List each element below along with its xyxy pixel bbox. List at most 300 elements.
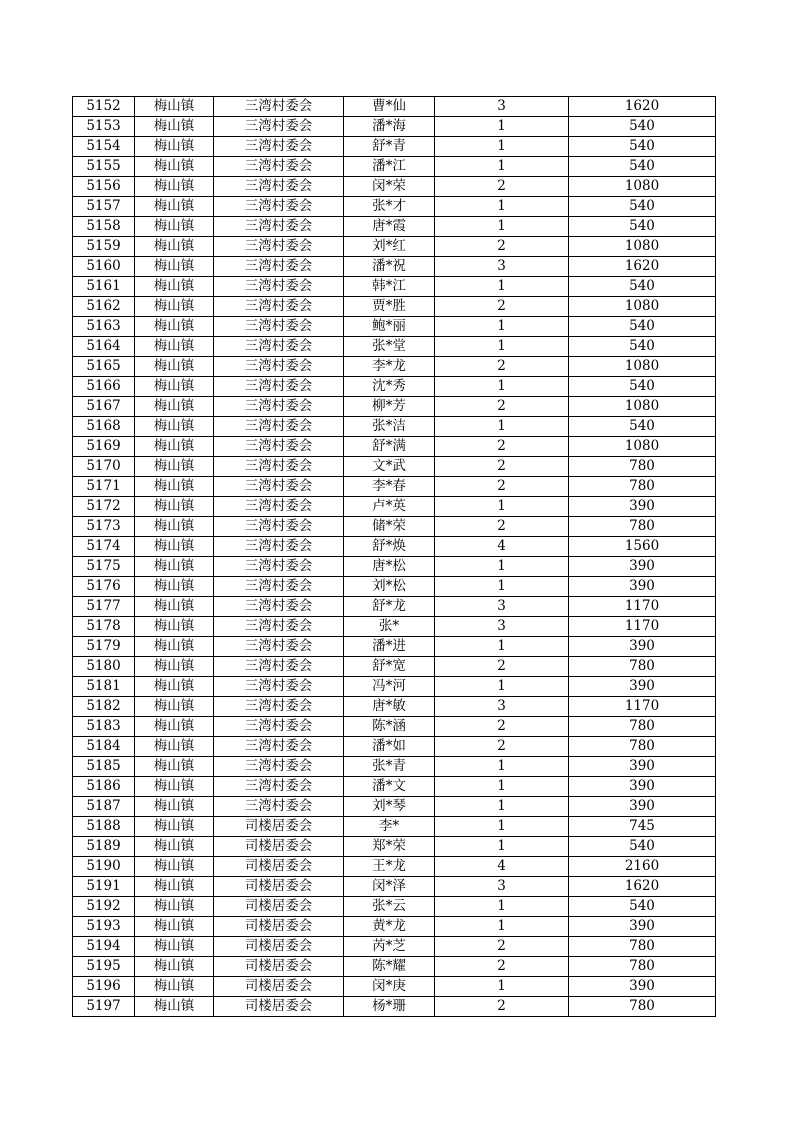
count-cell: 1 <box>435 117 569 137</box>
town-cell: 梅山镇 <box>135 217 214 237</box>
name-cell: 舒*宽 <box>344 657 435 677</box>
amount-cell: 780 <box>569 717 716 737</box>
village-committee-cell: 司楼居委会 <box>214 977 344 997</box>
table-row <box>73 677 716 697</box>
amount-cell: 390 <box>569 557 716 577</box>
village-committee-cell: 三湾村委会 <box>214 617 344 637</box>
village-committee-cell: 三湾村委会 <box>214 737 344 757</box>
town-cell: 梅山镇 <box>135 237 214 257</box>
count-cell: 2 <box>435 937 569 957</box>
village-committee-cell: 三湾村委会 <box>214 137 344 157</box>
row-number-cell: 5172 <box>73 497 135 517</box>
village-committee-cell: 三湾村委会 <box>214 597 344 617</box>
town-cell: 梅山镇 <box>135 797 214 817</box>
count-cell: 1 <box>435 157 569 177</box>
name-cell: 张* <box>344 617 435 637</box>
village-committee-cell: 三湾村委会 <box>214 557 344 577</box>
amount-cell: 1080 <box>569 357 716 377</box>
name-cell: 李*春 <box>344 477 435 497</box>
village-committee-cell: 司楼居委会 <box>214 937 344 957</box>
name-cell: 舒*青 <box>344 137 435 157</box>
table-row <box>73 237 716 257</box>
town-cell: 梅山镇 <box>135 697 214 717</box>
amount-cell: 390 <box>569 757 716 777</box>
table-row <box>73 797 716 817</box>
town-cell: 梅山镇 <box>135 597 214 617</box>
village-committee-cell: 司楼居委会 <box>214 837 344 857</box>
count-cell: 2 <box>435 517 569 537</box>
village-committee-cell: 三湾村委会 <box>214 577 344 597</box>
town-cell: 梅山镇 <box>135 417 214 437</box>
village-committee-cell: 三湾村委会 <box>214 157 344 177</box>
village-committee-cell: 司楼居委会 <box>214 957 344 977</box>
amount-cell: 1080 <box>569 237 716 257</box>
village-committee-cell: 司楼居委会 <box>214 917 344 937</box>
table-row <box>73 857 716 877</box>
name-cell: 贾*胜 <box>344 297 435 317</box>
name-cell: 杨*珊 <box>344 997 435 1017</box>
amount-cell: 780 <box>569 657 716 677</box>
row-number-cell: 5175 <box>73 557 135 577</box>
amount-cell: 390 <box>569 497 716 517</box>
row-number-cell: 5171 <box>73 477 135 497</box>
amount-cell: 1080 <box>569 177 716 197</box>
town-cell: 梅山镇 <box>135 117 214 137</box>
name-cell: 卢*英 <box>344 497 435 517</box>
count-cell: 1 <box>435 137 569 157</box>
town-cell: 梅山镇 <box>135 857 214 877</box>
table-row <box>73 937 716 957</box>
count-cell: 2 <box>435 657 569 677</box>
table-row <box>73 777 716 797</box>
row-number-cell: 5180 <box>73 657 135 677</box>
village-committee-cell: 三湾村委会 <box>214 637 344 657</box>
table-row <box>73 657 716 677</box>
row-number-cell: 5157 <box>73 197 135 217</box>
row-number-cell: 5177 <box>73 597 135 617</box>
village-committee-cell: 三湾村委会 <box>214 197 344 217</box>
amount-cell: 540 <box>569 417 716 437</box>
amount-cell: 390 <box>569 777 716 797</box>
count-cell: 2 <box>435 237 569 257</box>
town-cell: 梅山镇 <box>135 537 214 557</box>
row-number-cell: 5152 <box>73 97 135 117</box>
table-row <box>73 817 716 837</box>
table-row <box>73 497 716 517</box>
village-committee-cell: 三湾村委会 <box>214 397 344 417</box>
town-cell: 梅山镇 <box>135 997 214 1017</box>
row-number-cell: 5179 <box>73 637 135 657</box>
town-cell: 梅山镇 <box>135 817 214 837</box>
village-committee-cell: 三湾村委会 <box>214 337 344 357</box>
village-committee-cell: 三湾村委会 <box>214 457 344 477</box>
amount-cell: 540 <box>569 217 716 237</box>
table-row <box>73 277 716 297</box>
count-cell: 2 <box>435 477 569 497</box>
name-cell: 刘*琴 <box>344 797 435 817</box>
table-row <box>73 917 716 937</box>
village-committee-cell: 三湾村委会 <box>214 97 344 117</box>
count-cell: 1 <box>435 277 569 297</box>
row-number-cell: 5193 <box>73 917 135 937</box>
count-cell: 3 <box>435 257 569 277</box>
town-cell: 梅山镇 <box>135 557 214 577</box>
count-cell: 4 <box>435 857 569 877</box>
table-row <box>73 617 716 637</box>
name-cell: 鲍*丽 <box>344 317 435 337</box>
village-committee-cell: 三湾村委会 <box>214 697 344 717</box>
amount-cell: 745 <box>569 817 716 837</box>
row-number-cell: 5174 <box>73 537 135 557</box>
count-cell: 1 <box>435 337 569 357</box>
village-committee-cell: 三湾村委会 <box>214 677 344 697</box>
count-cell: 2 <box>435 717 569 737</box>
amount-cell: 1080 <box>569 397 716 417</box>
name-cell: 沈*秀 <box>344 377 435 397</box>
count-cell: 1 <box>435 557 569 577</box>
town-cell: 梅山镇 <box>135 517 214 537</box>
town-cell: 梅山镇 <box>135 757 214 777</box>
village-committee-cell: 三湾村委会 <box>214 477 344 497</box>
count-cell: 1 <box>435 577 569 597</box>
town-cell: 梅山镇 <box>135 717 214 737</box>
name-cell: 舒*焕 <box>344 537 435 557</box>
village-committee-cell: 三湾村委会 <box>214 657 344 677</box>
town-cell: 梅山镇 <box>135 617 214 637</box>
row-number-cell: 5182 <box>73 697 135 717</box>
amount-cell: 780 <box>569 957 716 977</box>
count-cell: 1 <box>435 917 569 937</box>
amount-cell: 1560 <box>569 537 716 557</box>
table-row <box>73 717 716 737</box>
count-cell: 1 <box>435 317 569 337</box>
amount-cell: 1170 <box>569 697 716 717</box>
count-cell: 1 <box>435 817 569 837</box>
name-cell: 刘*红 <box>344 237 435 257</box>
table-row <box>73 697 716 717</box>
table-row <box>73 897 716 917</box>
row-number-cell: 5164 <box>73 337 135 357</box>
town-cell: 梅山镇 <box>135 337 214 357</box>
data-table <box>72 96 716 1017</box>
row-number-cell: 5170 <box>73 457 135 477</box>
count-cell: 1 <box>435 217 569 237</box>
name-cell: 李* <box>344 817 435 837</box>
amount-cell: 2160 <box>569 857 716 877</box>
row-number-cell: 5184 <box>73 737 135 757</box>
row-number-cell: 5160 <box>73 257 135 277</box>
amount-cell: 1620 <box>569 257 716 277</box>
amount-cell: 390 <box>569 797 716 817</box>
town-cell: 梅山镇 <box>135 317 214 337</box>
village-committee-cell: 三湾村委会 <box>214 717 344 737</box>
village-committee-cell: 三湾村委会 <box>214 417 344 437</box>
amount-cell: 1080 <box>569 297 716 317</box>
name-cell: 张*堂 <box>344 337 435 357</box>
count-cell: 2 <box>435 957 569 977</box>
town-cell: 梅山镇 <box>135 897 214 917</box>
row-number-cell: 5195 <box>73 957 135 977</box>
count-cell: 1 <box>435 977 569 997</box>
amount-cell: 540 <box>569 897 716 917</box>
row-number-cell: 5155 <box>73 157 135 177</box>
row-number-cell: 5163 <box>73 317 135 337</box>
row-number-cell: 5153 <box>73 117 135 137</box>
amount-cell: 540 <box>569 837 716 857</box>
amount-cell: 1170 <box>569 597 716 617</box>
amount-cell: 780 <box>569 997 716 1017</box>
name-cell: 闵*泽 <box>344 877 435 897</box>
amount-cell: 390 <box>569 577 716 597</box>
count-cell: 2 <box>435 177 569 197</box>
village-committee-cell: 三湾村委会 <box>214 217 344 237</box>
village-committee-cell: 三湾村委会 <box>214 437 344 457</box>
name-cell: 冯*河 <box>344 677 435 697</box>
amount-cell: 390 <box>569 637 716 657</box>
count-cell: 1 <box>435 197 569 217</box>
row-number-cell: 5162 <box>73 297 135 317</box>
table-row <box>73 197 716 217</box>
village-committee-cell: 三湾村委会 <box>214 757 344 777</box>
name-cell: 柳*芳 <box>344 397 435 417</box>
count-cell: 1 <box>435 797 569 817</box>
row-number-cell: 5181 <box>73 677 135 697</box>
table-row <box>73 117 716 137</box>
row-number-cell: 5176 <box>73 577 135 597</box>
row-number-cell: 5189 <box>73 837 135 857</box>
row-number-cell: 5165 <box>73 357 135 377</box>
row-number-cell: 5187 <box>73 797 135 817</box>
town-cell: 梅山镇 <box>135 377 214 397</box>
village-committee-cell: 三湾村委会 <box>214 297 344 317</box>
table-row <box>73 557 716 577</box>
table-row <box>73 317 716 337</box>
count-cell: 2 <box>435 437 569 457</box>
amount-cell: 1080 <box>569 437 716 457</box>
row-number-cell: 5158 <box>73 217 135 237</box>
table-row <box>73 877 716 897</box>
name-cell: 唐*敏 <box>344 697 435 717</box>
table-row <box>73 997 716 1017</box>
town-cell: 梅山镇 <box>135 97 214 117</box>
town-cell: 梅山镇 <box>135 497 214 517</box>
name-cell: 陈*耀 <box>344 957 435 977</box>
name-cell: 黄*龙 <box>344 917 435 937</box>
count-cell: 1 <box>435 497 569 517</box>
town-cell: 梅山镇 <box>135 257 214 277</box>
table-row <box>73 577 716 597</box>
count-cell: 1 <box>435 677 569 697</box>
amount-cell: 390 <box>569 677 716 697</box>
town-cell: 梅山镇 <box>135 397 214 417</box>
row-number-cell: 5154 <box>73 137 135 157</box>
village-committee-cell: 三湾村委会 <box>214 497 344 517</box>
name-cell: 舒*满 <box>344 437 435 457</box>
town-cell: 梅山镇 <box>135 177 214 197</box>
table-body <box>73 97 716 1017</box>
town-cell: 梅山镇 <box>135 357 214 377</box>
row-number-cell: 5159 <box>73 237 135 257</box>
town-cell: 梅山镇 <box>135 957 214 977</box>
name-cell: 潘*祝 <box>344 257 435 277</box>
table-row <box>73 177 716 197</box>
village-committee-cell: 三湾村委会 <box>214 537 344 557</box>
village-committee-cell: 三湾村委会 <box>214 237 344 257</box>
row-number-cell: 5186 <box>73 777 135 797</box>
town-cell: 梅山镇 <box>135 297 214 317</box>
row-number-cell: 5185 <box>73 757 135 777</box>
table-row <box>73 397 716 417</box>
name-cell: 张*云 <box>344 897 435 917</box>
table-row <box>73 457 716 477</box>
town-cell: 梅山镇 <box>135 577 214 597</box>
count-cell: 1 <box>435 777 569 797</box>
name-cell: 刘*松 <box>344 577 435 597</box>
amount-cell: 540 <box>569 277 716 297</box>
row-number-cell: 5167 <box>73 397 135 417</box>
count-cell: 1 <box>435 377 569 397</box>
row-number-cell: 5194 <box>73 937 135 957</box>
name-cell: 潘*进 <box>344 637 435 657</box>
village-committee-cell: 三湾村委会 <box>214 357 344 377</box>
amount-cell: 390 <box>569 917 716 937</box>
table-row <box>73 137 716 157</box>
name-cell: 郑*荣 <box>344 837 435 857</box>
amount-cell: 540 <box>569 157 716 177</box>
town-cell: 梅山镇 <box>135 737 214 757</box>
amount-cell: 1620 <box>569 877 716 897</box>
amount-cell: 540 <box>569 377 716 397</box>
table-row <box>73 357 716 377</box>
village-committee-cell: 司楼居委会 <box>214 857 344 877</box>
town-cell: 梅山镇 <box>135 877 214 897</box>
amount-cell: 540 <box>569 337 716 357</box>
amount-cell: 540 <box>569 137 716 157</box>
town-cell: 梅山镇 <box>135 977 214 997</box>
table-row <box>73 297 716 317</box>
amount-cell: 780 <box>569 737 716 757</box>
table-row <box>73 217 716 237</box>
name-cell: 张*洁 <box>344 417 435 437</box>
name-cell: 潘*文 <box>344 777 435 797</box>
count-cell: 1 <box>435 897 569 917</box>
amount-cell: 780 <box>569 457 716 477</box>
table-row <box>73 537 716 557</box>
village-committee-cell: 三湾村委会 <box>214 777 344 797</box>
amount-cell: 540 <box>569 317 716 337</box>
amount-cell: 780 <box>569 517 716 537</box>
town-cell: 梅山镇 <box>135 777 214 797</box>
table-row <box>73 157 716 177</box>
town-cell: 梅山镇 <box>135 677 214 697</box>
count-cell: 2 <box>435 297 569 317</box>
count-cell: 3 <box>435 877 569 897</box>
village-committee-cell: 三湾村委会 <box>214 317 344 337</box>
village-committee-cell: 三湾村委会 <box>214 117 344 137</box>
count-cell: 2 <box>435 357 569 377</box>
count-cell: 1 <box>435 757 569 777</box>
row-number-cell: 5192 <box>73 897 135 917</box>
name-cell: 李*龙 <box>344 357 435 377</box>
table-row <box>73 337 716 357</box>
row-number-cell: 5183 <box>73 717 135 737</box>
table-row <box>73 837 716 857</box>
village-committee-cell: 三湾村委会 <box>214 177 344 197</box>
amount-cell: 390 <box>569 977 716 997</box>
count-cell: 2 <box>435 737 569 757</box>
name-cell: 储*荣 <box>344 517 435 537</box>
village-committee-cell: 三湾村委会 <box>214 517 344 537</box>
table-row <box>73 437 716 457</box>
table-row <box>73 377 716 397</box>
amount-cell: 540 <box>569 117 716 137</box>
name-cell: 闵*庚 <box>344 977 435 997</box>
village-committee-cell: 司楼居委会 <box>214 817 344 837</box>
table-row <box>73 517 716 537</box>
town-cell: 梅山镇 <box>135 437 214 457</box>
town-cell: 梅山镇 <box>135 837 214 857</box>
table-row <box>73 977 716 997</box>
count-cell: 2 <box>435 997 569 1017</box>
amount-cell: 1620 <box>569 97 716 117</box>
count-cell: 4 <box>435 537 569 557</box>
name-cell: 舒*龙 <box>344 597 435 617</box>
row-number-cell: 5169 <box>73 437 135 457</box>
name-cell: 文*武 <box>344 457 435 477</box>
row-number-cell: 5188 <box>73 817 135 837</box>
amount-cell: 780 <box>569 937 716 957</box>
count-cell: 3 <box>435 597 569 617</box>
row-number-cell: 5173 <box>73 517 135 537</box>
village-committee-cell: 三湾村委会 <box>214 377 344 397</box>
row-number-cell: 5161 <box>73 277 135 297</box>
table-row <box>73 957 716 977</box>
name-cell: 唐*松 <box>344 557 435 577</box>
count-cell: 2 <box>435 457 569 477</box>
amount-cell: 540 <box>569 197 716 217</box>
row-number-cell: 5191 <box>73 877 135 897</box>
amount-cell: 1170 <box>569 617 716 637</box>
table-row <box>73 637 716 657</box>
town-cell: 梅山镇 <box>135 657 214 677</box>
name-cell: 陈*涵 <box>344 717 435 737</box>
village-committee-cell: 三湾村委会 <box>214 277 344 297</box>
name-cell: 芮*芝 <box>344 937 435 957</box>
village-committee-cell: 司楼居委会 <box>214 997 344 1017</box>
town-cell: 梅山镇 <box>135 197 214 217</box>
count-cell: 1 <box>435 837 569 857</box>
name-cell: 潘*如 <box>344 737 435 757</box>
town-cell: 梅山镇 <box>135 157 214 177</box>
row-number-cell: 5190 <box>73 857 135 877</box>
name-cell: 张*才 <box>344 197 435 217</box>
table-row <box>73 737 716 757</box>
town-cell: 梅山镇 <box>135 137 214 157</box>
village-committee-cell: 三湾村委会 <box>214 797 344 817</box>
village-committee-cell: 司楼居委会 <box>214 897 344 917</box>
name-cell: 韩*江 <box>344 277 435 297</box>
table-row <box>73 97 716 117</box>
table-row <box>73 257 716 277</box>
town-cell: 梅山镇 <box>135 477 214 497</box>
count-cell: 2 <box>435 397 569 417</box>
village-committee-cell: 三湾村委会 <box>214 257 344 277</box>
row-number-cell: 5197 <box>73 997 135 1017</box>
row-number-cell: 5166 <box>73 377 135 397</box>
amount-cell: 780 <box>569 477 716 497</box>
table-row <box>73 417 716 437</box>
count-cell: 1 <box>435 417 569 437</box>
